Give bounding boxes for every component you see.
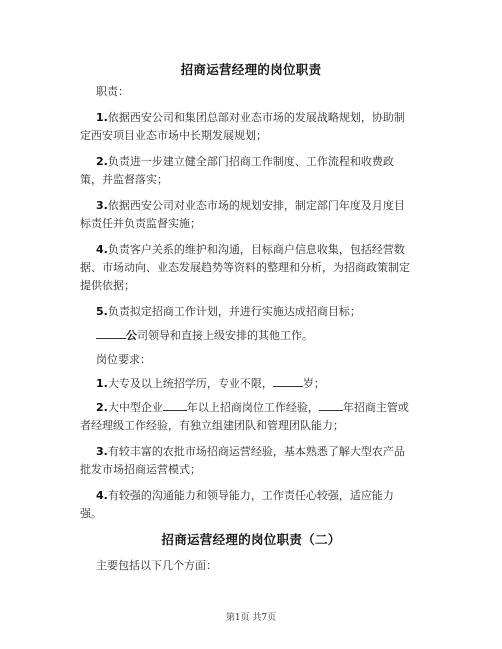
duty-3-line-2: 标责任并负责监督实施； (80, 217, 201, 230)
duty-4-line-2: 据、市场动向、业态发展趋势等资料的整理和分析，为招商政策制定 (80, 261, 410, 274)
duty-6-line: 公司领导和直接上级安排的其他工作。 (96, 326, 436, 346)
duty-4-line-1: 4.负责客户关系的维护和沟通，目标商户信息收集，包括经营数 (96, 243, 405, 256)
section-title-2: 招商运营经理的岗位职责（二） (161, 532, 341, 547)
duty-4-line-3: 提供依据； (80, 279, 135, 292)
req-3-line-1: 3.有较丰富的农批市场招商运营经验，基本熟悉了解大型农产品 (96, 445, 405, 458)
duty-5-line-1: 5.负责拟定招商工作计划，并进行实施达成招商目标； (96, 305, 361, 318)
duty-4-number: 4. (96, 243, 108, 256)
req-2-line-2: 者经理级工作经验，有独立组建团队和管理团队能力； (80, 419, 344, 432)
duty-2-number: 2. (96, 155, 108, 168)
req-1-line: 1.大专及以上统招学历，专业不限， 岁； (96, 377, 325, 390)
fill-blank (273, 375, 303, 387)
duties-label: 职责： (96, 85, 129, 98)
req-3-number: 3. (96, 445, 108, 458)
fill-blank (163, 399, 187, 411)
duty-5-number: 5. (96, 305, 108, 318)
requirements-label: 岗位要求： (96, 353, 151, 366)
duty-2-line-2: 策，并监督落实； (80, 173, 168, 186)
duty-2-line-1: 2.负责进一步建立健全部门招商工作制度、工作流程和收费政 (96, 155, 394, 168)
duty-1-number: 1. (96, 111, 108, 124)
duty-3-number: 3. (96, 199, 108, 212)
req-2-line-1: 2.大中型企业 年以上招商岗位工作经验， 年招商主管或 (96, 401, 409, 414)
fill-blank (96, 327, 126, 339)
req-1-number: 1. (96, 377, 108, 390)
duty-1-line-2: 定西安项目业态市场中长期发展规划； (80, 129, 267, 142)
req-2-number: 2. (96, 401, 108, 414)
document-title: 招商运营经理的岗位职责 (180, 62, 322, 77)
req-4-line-2: 强。 (80, 507, 102, 520)
req-4-line-1: 4.有较强的沟通能力和领导能力，工作责任心较强，适应能力 (96, 489, 394, 502)
req-3-line-2: 批发市场招商运营模式； (80, 463, 201, 476)
duty-3-line-1: 3.依据西安公司对业态市场的规划安排，制定部门年度及月度目 (96, 199, 405, 212)
req-4-number: 4. (96, 489, 108, 502)
fill-blank (319, 399, 343, 411)
page-footer: 第1页 共7页 (225, 613, 277, 623)
section-2-intro: 主要包括以下几个方面： (96, 559, 217, 572)
duty-1-line-1: 1.依据西安公司和集团总部对业态市场的发展战略规划，协助制 (96, 111, 405, 124)
